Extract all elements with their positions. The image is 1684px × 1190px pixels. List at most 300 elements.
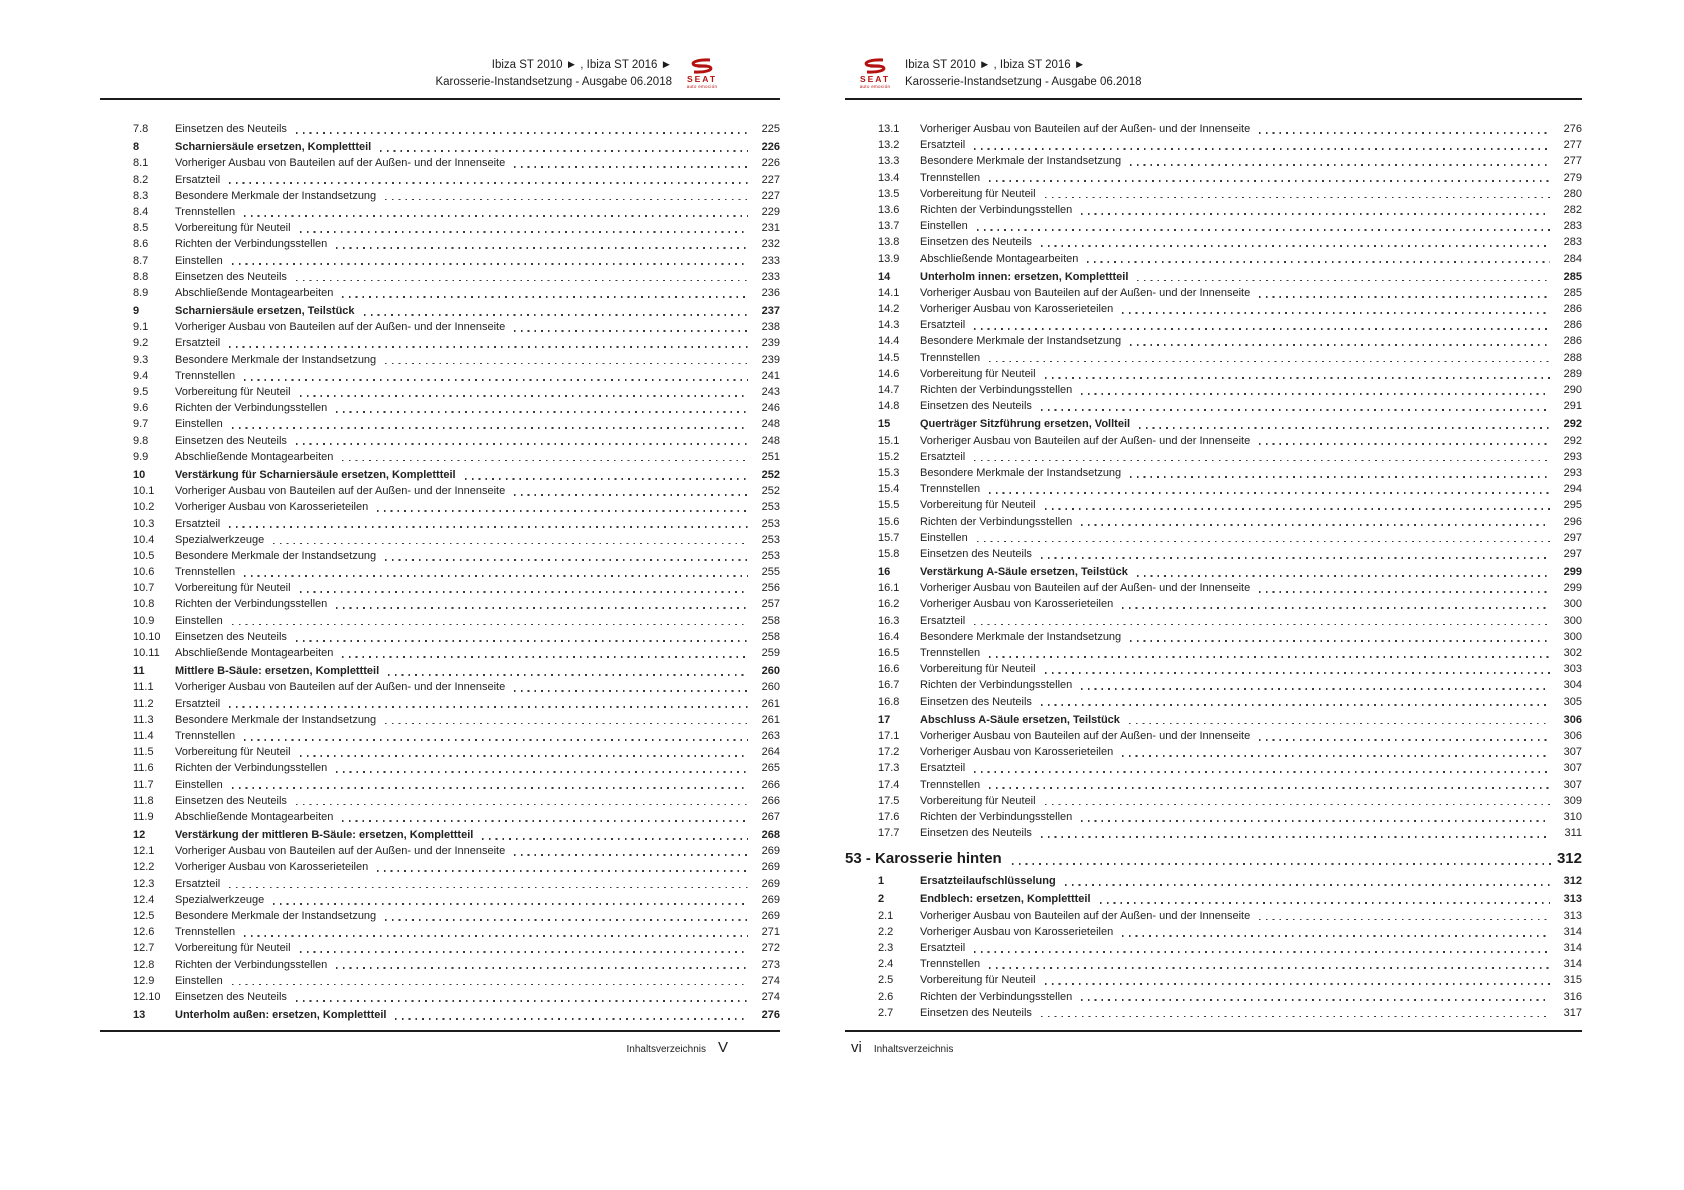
entry-title: Verstärkung A-Säule ersetzen, Teilstück <box>920 566 1128 579</box>
entry-page: 239 <box>761 337 780 350</box>
toc-entry <box>100 285 780 301</box>
leader-dots <box>989 787 1550 789</box>
toc-entry <box>100 663 780 679</box>
entry-page: 269 <box>761 910 780 922</box>
entry-title: Trennstellen <box>175 729 236 742</box>
toc-entry <box>845 712 1582 728</box>
entry-number: 15.5 <box>878 499 900 512</box>
entry-title: Ersatzteil <box>920 942 966 954</box>
leader-dots <box>273 903 748 905</box>
entry-number: 11 <box>133 665 145 678</box>
toc-entry <box>100 843 780 859</box>
entry-title: Ersatzteil <box>920 762 966 775</box>
entry-number: 8.7 <box>133 254 149 267</box>
leader-dots <box>232 263 748 265</box>
toc-entry <box>100 940 780 956</box>
leader-dots <box>989 361 1550 363</box>
leader-dots <box>1259 132 1550 134</box>
entry-number: 9.2 <box>133 337 149 350</box>
toc-entry <box>100 384 780 400</box>
leader-dots <box>385 199 748 201</box>
leader-dots <box>1130 344 1550 346</box>
entry-title: Ersatzteil <box>920 450 966 463</box>
leader-dots <box>296 132 748 134</box>
entry-number: 9.9 <box>133 450 149 463</box>
entry-number: 8 <box>133 141 140 154</box>
section-title: 53 - Karosserie hinten <box>845 850 1002 868</box>
entry-number: 16.5 <box>878 647 900 659</box>
entry-page: 232 <box>761 238 780 251</box>
leader-dots <box>1081 524 1550 526</box>
entry-title: Vorbereitung für Neuteil <box>920 187 1036 200</box>
entry-page: 258 <box>761 630 780 643</box>
entry-number: 16 <box>878 566 891 579</box>
entry-number: 15.7 <box>878 531 900 544</box>
entry-page: 241 <box>761 369 780 382</box>
entry-page: 255 <box>761 566 780 579</box>
toc-entry <box>845 481 1582 497</box>
leader-dots <box>300 231 748 233</box>
entry-number: 2.4 <box>878 958 894 971</box>
toc-entry <box>845 873 1582 889</box>
entry-number: 8.3 <box>133 189 149 202</box>
entry-title: Unterholm außen: ersetzen, Komplettteil <box>175 1009 387 1022</box>
entry-page: 225 <box>761 123 780 135</box>
leader-dots <box>244 739 748 741</box>
entry-page: 269 <box>761 845 780 858</box>
entry-number: 17.5 <box>878 794 900 807</box>
leader-dots <box>244 935 748 937</box>
entry-number: 13.3 <box>878 155 900 168</box>
entry-title: Einstellen <box>175 974 223 987</box>
entry-number: 1 <box>878 875 885 888</box>
entry-title: Vorheriger Ausbau von Bauteilen auf der Außen- und der Innenseite <box>175 845 506 858</box>
entry-number: 13.6 <box>878 203 900 216</box>
page-right-header <box>845 52 1582 100</box>
leader-dots <box>974 328 1550 330</box>
entry-page: 269 <box>761 877 780 890</box>
entry-page: 312 <box>1563 875 1582 888</box>
footer-label: Inhaltsverzeichnis <box>626 1044 706 1055</box>
toc-entry <box>845 940 1582 956</box>
entry-page: 295 <box>1563 499 1582 512</box>
entry-page: 293 <box>1563 450 1582 463</box>
toc-entry <box>845 596 1582 612</box>
entry-number: 11.6 <box>133 762 154 775</box>
leader-dots <box>1259 443 1550 445</box>
leader-dots <box>296 1000 748 1002</box>
leader-dots <box>989 656 1550 658</box>
entry-title: Ersatzteil <box>175 517 221 530</box>
entry-title: Trennstellen <box>920 958 981 971</box>
toc-entry <box>100 712 780 728</box>
header-model-line: Ibiza ST 2010 ► , Ibiza ST 2016 ► <box>905 59 1086 71</box>
entry-number: 16.2 <box>878 598 900 611</box>
leader-dots <box>1100 902 1550 904</box>
entry-page: 263 <box>761 729 780 742</box>
entry-number: 10.11 <box>133 647 160 659</box>
toc-entry <box>845 269 1582 285</box>
entry-title: Richten der Verbindungsstellen <box>920 990 1073 1003</box>
toc-entry <box>845 629 1582 645</box>
entry-number: 16.1 <box>878 582 900 595</box>
entry-number: 12.9 <box>133 974 155 987</box>
entry-page: 314 <box>1563 942 1582 954</box>
entry-page: 288 <box>1563 351 1582 364</box>
leader-dots <box>514 330 748 332</box>
entry-page: 261 <box>761 713 780 726</box>
entry-title: Vorbereitung für Neuteil <box>175 582 291 595</box>
entry-number: 8.4 <box>133 205 149 218</box>
entry-number: 12.6 <box>133 926 155 939</box>
entry-title: Vorheriger Ausbau von Karosserieteilen <box>175 861 369 874</box>
entry-page: 310 <box>1563 810 1582 823</box>
entry-number: 8.1 <box>133 157 149 170</box>
entry-number: 2.7 <box>878 1006 894 1019</box>
entry-number: 16.8 <box>878 695 900 708</box>
seat-s-icon <box>682 58 722 74</box>
toc-entry <box>845 760 1582 776</box>
seat-tagline: auto emoción <box>859 83 891 89</box>
entry-page: 306 <box>1563 729 1582 742</box>
leader-dots <box>342 296 748 298</box>
entry-title: Scharniersäule ersetzen, Teilstück <box>175 305 355 318</box>
toc-entry <box>845 613 1582 629</box>
entry-number: 12.3 <box>133 877 155 890</box>
entry-title: Einstellen <box>920 531 968 544</box>
page-left-footer <box>100 1030 780 1056</box>
entry-page: 317 <box>1563 1006 1582 1019</box>
entry-page: 305 <box>1563 695 1582 708</box>
entry-number: 17.4 <box>878 778 900 791</box>
leader-dots <box>296 640 748 642</box>
entry-page: 299 <box>1563 582 1582 595</box>
entry-title: Vorheriger Ausbau von Karosserieteilen <box>920 925 1114 938</box>
leader-dots <box>1130 640 1550 642</box>
entry-number: 16.6 <box>878 663 900 676</box>
entry-title: Trennstellen <box>920 647 981 659</box>
entry-page: 277 <box>1563 155 1582 168</box>
entry-page: 277 <box>1563 139 1582 152</box>
entry-page: 282 <box>1563 203 1582 216</box>
entry-number: 10.1 <box>133 485 155 498</box>
entry-page: 284 <box>1563 252 1582 265</box>
entry-page: 297 <box>1563 531 1582 544</box>
entry-title: Ersatzteil <box>920 614 966 627</box>
entry-page: 302 <box>1563 647 1582 659</box>
leader-dots <box>1137 280 1550 282</box>
entry-page: 253 <box>761 501 780 514</box>
entry-number: 14.5 <box>878 351 900 364</box>
entry-title: Mittlere B-Säule: ersetzen, Komplettteil <box>175 665 380 678</box>
entry-number: 11.5 <box>133 746 154 759</box>
entry-number: 12.1 <box>133 845 155 858</box>
entry-page: 227 <box>761 173 780 186</box>
leader-dots <box>296 804 748 806</box>
toc-entry <box>845 972 1582 988</box>
header-edition-line: Karosserie-Instandsetzung - Ausgabe 06.2018 <box>905 76 1142 88</box>
entry-page: 311 <box>1564 827 1582 840</box>
entry-number: 11.8 <box>133 794 154 807</box>
entry-number: 15.3 <box>878 466 900 479</box>
leader-dots <box>1130 476 1550 478</box>
entry-page: 274 <box>761 974 780 987</box>
header-model-line: Ibiza ST 2010 ► , Ibiza ST 2016 ► <box>491 59 672 71</box>
leader-dots <box>300 755 748 757</box>
leader-dots <box>296 443 748 445</box>
entry-number: 14.6 <box>878 367 900 380</box>
entry-title: Abschließende Montagearbeiten <box>175 286 334 299</box>
entry-number: 13.2 <box>878 139 900 152</box>
leader-dots <box>1259 591 1550 593</box>
toc-entry <box>100 155 780 171</box>
entry-page: 280 <box>1563 187 1582 200</box>
toc-entry <box>100 777 780 793</box>
entry-number: 2.2 <box>878 925 894 938</box>
toc-entry <box>100 400 780 416</box>
toc-entry <box>100 352 780 368</box>
entry-title: Vorheriger Ausbau von Karosserieteilen <box>920 303 1114 316</box>
entry-number: 12.4 <box>133 893 155 906</box>
entry-title: Vorbereitung für Neuteil <box>920 663 1036 676</box>
entry-page: 252 <box>761 468 780 481</box>
entry-page: 279 <box>1563 171 1582 184</box>
entry-number: 9.3 <box>133 353 149 366</box>
leader-dots <box>388 674 748 676</box>
leader-dots <box>229 706 748 708</box>
toc-entry <box>100 876 780 892</box>
toc-entry <box>845 777 1582 793</box>
entry-number: 8.6 <box>133 238 149 251</box>
toc-right-top <box>845 121 1582 841</box>
entry-title: Vorheriger Ausbau von Bauteilen auf der Außen- und der Innenseite <box>175 321 506 334</box>
entry-number: 16.3 <box>878 614 900 627</box>
toc-entry <box>845 382 1582 398</box>
entry-number: 9.7 <box>133 418 149 431</box>
page-right <box>845 52 1582 1056</box>
toc-entry <box>100 973 780 989</box>
leader-dots <box>300 591 748 593</box>
leader-dots <box>977 541 1550 543</box>
entry-title: Vorbereitung für Neuteil <box>175 386 291 398</box>
toc-entry <box>100 548 780 564</box>
entry-page: 300 <box>1563 598 1582 611</box>
entry-page: 226 <box>761 157 780 170</box>
leader-dots <box>336 247 748 249</box>
entry-title: Vorheriger Ausbau von Karosserieteilen <box>175 501 369 514</box>
leader-dots <box>229 182 748 184</box>
entry-number: 10.8 <box>133 598 155 611</box>
entry-number: 14 <box>878 270 891 283</box>
entry-title: Besondere Merkmale der Instandsetzung <box>175 189 377 202</box>
leader-dots <box>1045 377 1550 379</box>
toc-entry <box>100 760 780 776</box>
leader-dots <box>1139 427 1550 429</box>
toc-entry <box>845 661 1582 677</box>
leader-dots <box>296 280 748 282</box>
entry-page: 252 <box>761 485 780 498</box>
entry-page: 259 <box>761 647 780 659</box>
toc-entry <box>100 908 780 924</box>
entry-page: 276 <box>1563 123 1582 135</box>
entry-number: 9.8 <box>133 434 149 447</box>
toc-entry <box>100 269 780 285</box>
entry-page: 243 <box>761 386 780 398</box>
toc-entry <box>845 202 1582 218</box>
entry-number: 17.6 <box>878 810 900 823</box>
entry-title: Vorheriger Ausbau von Bauteilen auf der Außen- und der Innenseite <box>920 909 1251 922</box>
leader-dots <box>1081 393 1550 395</box>
entry-number: 9.6 <box>133 402 149 415</box>
entry-title: Einsetzen des Neuteils <box>920 827 1032 840</box>
entry-page: 227 <box>761 189 780 202</box>
leader-dots <box>1041 557 1550 559</box>
leader-dots <box>989 967 1550 969</box>
entry-page: 272 <box>761 942 780 955</box>
toc-entry <box>100 139 780 155</box>
entry-title: Einsetzen des Neuteils <box>920 695 1032 708</box>
entry-page: 229 <box>761 205 780 218</box>
entry-page: 289 <box>1563 367 1582 380</box>
entry-number: 10.10 <box>133 630 161 643</box>
entry-title: Ersatzteil <box>175 877 221 890</box>
section-page: 312 <box>1556 850 1582 868</box>
leader-dots <box>300 951 748 953</box>
leader-dots <box>1122 935 1550 937</box>
entry-title: Richten der Verbindungsstellen <box>175 762 328 775</box>
entry-number: 8.8 <box>133 270 149 283</box>
toc-entry <box>100 532 780 548</box>
page-right-footer <box>845 1030 1582 1056</box>
toc-left <box>100 121 780 1023</box>
entry-number: 14.3 <box>878 319 900 332</box>
leader-dots <box>989 492 1550 494</box>
leader-dots <box>232 427 748 429</box>
leader-dots <box>229 346 748 348</box>
leader-dots <box>1137 575 1550 577</box>
entry-number: 12.7 <box>133 942 155 955</box>
entry-page: 313 <box>1563 893 1582 906</box>
entry-title: Vorheriger Ausbau von Bauteilen auf der Außen- und der Innenseite <box>920 286 1251 299</box>
entry-title: Vorbereitung für Neuteil <box>920 367 1036 380</box>
entry-number: 8.9 <box>133 286 149 299</box>
leader-dots <box>1045 672 1550 674</box>
entry-page: 316 <box>1563 990 1582 1003</box>
leader-dots <box>1122 755 1550 757</box>
entry-page: 292 <box>1563 434 1582 447</box>
entry-number: 9.1 <box>133 321 149 334</box>
seat-wordmark: SEAT <box>859 74 891 84</box>
toc-entry <box>100 319 780 335</box>
entry-title: Besondere Merkmale der Instandsetzung <box>175 353 377 366</box>
entry-page: 291 <box>1563 400 1582 413</box>
toc-entry <box>100 645 780 661</box>
entry-title: Besondere Merkmale der Instandsetzung <box>175 549 377 562</box>
leader-dots <box>244 575 748 577</box>
entry-page: 271 <box>761 926 780 939</box>
entry-number: 9 <box>133 305 140 318</box>
toc-entry <box>845 153 1582 169</box>
entry-page: 231 <box>761 222 780 235</box>
entry-title: Besondere Merkmale der Instandsetzung <box>920 466 1122 479</box>
toc-entry <box>845 137 1582 153</box>
leader-dots <box>229 526 748 528</box>
entry-number: 10.3 <box>133 517 155 530</box>
entry-page: 257 <box>761 598 780 611</box>
entry-title: Ersatzteil <box>175 173 221 186</box>
toc-entry <box>845 580 1582 596</box>
entry-title: Ersatzteilaufschlüsselung <box>920 875 1056 888</box>
entry-number: 10.6 <box>133 566 155 579</box>
leader-dots <box>1041 1016 1550 1018</box>
entry-number: 14.8 <box>878 400 900 413</box>
entry-number: 13.1 <box>878 123 900 135</box>
leader-dots <box>1065 884 1550 886</box>
entry-title: Vorheriger Ausbau von Bauteilen auf der Außen- und der Innenseite <box>175 157 506 170</box>
entry-title: Spezialwerkzeuge <box>175 533 265 546</box>
toc-entry <box>845 989 1582 1005</box>
leader-dots <box>465 478 748 480</box>
entry-number: 15.4 <box>878 483 900 496</box>
entry-number: 12.10 <box>133 990 161 1003</box>
entry-number: 17 <box>878 713 891 726</box>
entry-page: 297 <box>1563 547 1582 560</box>
toc-entry <box>100 564 780 580</box>
entry-title: Abschließende Montagearbeiten <box>920 252 1079 265</box>
entry-page: 261 <box>761 697 780 710</box>
leader-dots <box>1045 804 1550 806</box>
toc-entry <box>100 859 780 875</box>
entry-number: 2.6 <box>878 990 894 1003</box>
entry-page: 292 <box>1563 418 1582 431</box>
entry-page: 285 <box>1563 286 1582 299</box>
entry-number: 16.4 <box>878 630 900 643</box>
entry-page: 276 <box>761 1009 780 1022</box>
toc-entry <box>100 957 780 973</box>
entry-title: Abschließende Montagearbeiten <box>175 450 334 463</box>
leader-dots <box>1259 739 1550 741</box>
leader-dots <box>989 180 1550 182</box>
entry-page: 260 <box>761 665 780 678</box>
header-text <box>905 57 1142 91</box>
entry-number: 13.4 <box>878 171 900 184</box>
entry-number: 17.2 <box>878 746 900 759</box>
entry-number: 13.9 <box>878 252 900 265</box>
entry-title: Einstellen <box>175 778 223 791</box>
page-left-header <box>100 52 780 100</box>
entry-page: 285 <box>1563 270 1582 283</box>
entry-number: 10.4 <box>133 533 155 546</box>
entry-title: Vorbereitung für Neuteil <box>175 222 291 235</box>
entry-number: 15.8 <box>878 547 900 560</box>
entry-number: 14.4 <box>878 335 900 348</box>
toc-entry <box>100 303 780 319</box>
seat-logo <box>682 58 722 89</box>
entry-number: 13 <box>133 1009 146 1022</box>
toc-entry <box>845 956 1582 972</box>
entry-title: Endblech: ersetzen, Komplettteil <box>920 893 1091 906</box>
toc-entry <box>845 366 1582 382</box>
toc-entry <box>845 449 1582 465</box>
leader-dots <box>336 771 748 773</box>
leader-dots <box>232 984 748 986</box>
toc-entry <box>100 728 780 744</box>
entry-title: Einsetzen des Neuteils <box>920 400 1032 413</box>
leader-dots <box>1087 261 1550 263</box>
leader-dots <box>336 607 748 609</box>
entry-title: Unterholm innen: ersetzen, Komplettteil <box>920 270 1129 283</box>
entry-title: Ersatzteil <box>175 697 221 710</box>
